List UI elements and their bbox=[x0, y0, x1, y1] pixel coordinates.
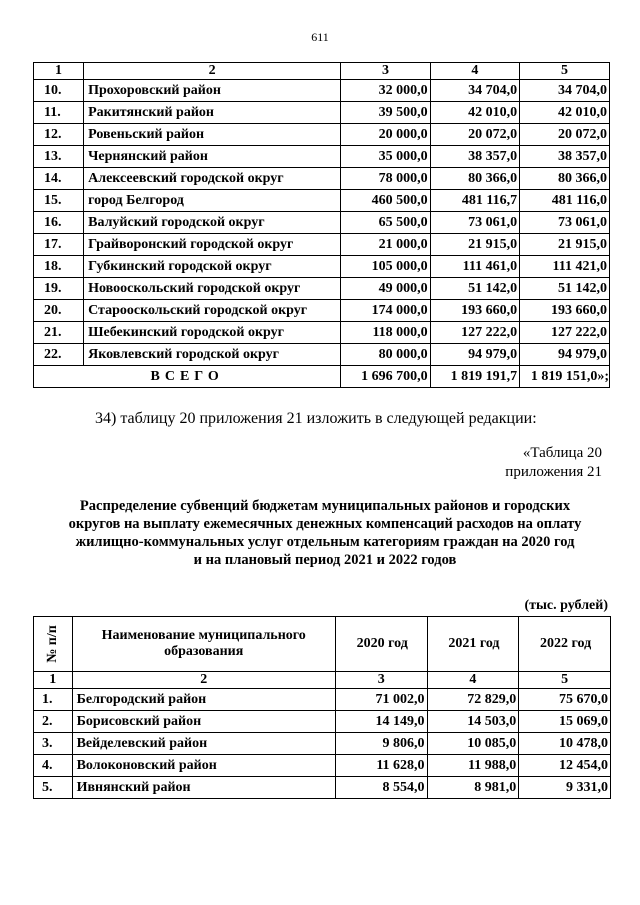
column-index-row bbox=[34, 672, 611, 689]
municipality-name: Чернянский район bbox=[84, 146, 341, 168]
value-cell: 127 222,0 bbox=[430, 322, 519, 344]
value-cell: 9 806,0 bbox=[335, 733, 427, 755]
municipality-name: Белгородский район bbox=[72, 689, 335, 711]
value-cell: 80 366,0 bbox=[520, 168, 610, 190]
value-cell: 10 478,0 bbox=[519, 733, 611, 755]
value-cell: 80 000,0 bbox=[341, 344, 430, 366]
header-name-line: образования bbox=[164, 644, 244, 659]
value-cell: 39 500,0 bbox=[341, 102, 430, 124]
table-row bbox=[34, 190, 610, 212]
municipality-name: Валуйский городской округ bbox=[84, 212, 341, 234]
column-index: 5 bbox=[519, 672, 611, 689]
page-number: 611 bbox=[311, 30, 329, 44]
table-row bbox=[34, 234, 610, 256]
header-name-line: Наименование муниципального bbox=[101, 628, 306, 643]
column-index: 4 bbox=[427, 672, 519, 689]
value-cell: 14 149,0 bbox=[335, 711, 427, 733]
table-row bbox=[34, 168, 610, 190]
value-cell: 94 979,0 bbox=[430, 344, 519, 366]
row-number: 16. bbox=[34, 212, 84, 234]
table-row bbox=[34, 146, 610, 168]
value-cell: 12 454,0 bbox=[519, 755, 611, 777]
value-cell: 80 366,0 bbox=[430, 168, 519, 190]
value-cell: 118 000,0 bbox=[341, 322, 430, 344]
row-number: 5. bbox=[34, 777, 73, 799]
header-year: 2020 год bbox=[335, 617, 427, 672]
value-cell: 21 000,0 bbox=[341, 234, 430, 256]
total-value: 1 819 151,0»; bbox=[520, 366, 610, 388]
title-line: Распределение субвенций бюджетам муниципальных районов и городских bbox=[79, 498, 571, 514]
value-cell: 111 421,0 bbox=[520, 256, 610, 278]
row-number: 18. bbox=[34, 256, 84, 278]
row-number: 20. bbox=[34, 300, 84, 322]
header-number bbox=[34, 617, 73, 672]
value-cell: 35 000,0 bbox=[341, 146, 430, 168]
value-cell: 20 000,0 bbox=[341, 124, 430, 146]
value-cell: 127 222,0 bbox=[520, 322, 610, 344]
value-cell: 42 010,0 bbox=[430, 102, 519, 124]
column-index: 4 bbox=[430, 63, 519, 80]
value-cell: 8 554,0 bbox=[335, 777, 427, 799]
table-row bbox=[34, 711, 611, 733]
value-cell: 21 915,0 bbox=[430, 234, 519, 256]
subsidy-table-2020 bbox=[33, 616, 611, 799]
value-cell: 481 116,7 bbox=[430, 190, 519, 212]
title-line: округов на выплату ежемесячных денежных компенсаций расходов на оплату bbox=[68, 516, 582, 532]
column-index: 2 bbox=[84, 63, 341, 80]
municipality-name: Яковлевский городской округ bbox=[84, 344, 341, 366]
value-cell: 75 670,0 bbox=[519, 689, 611, 711]
table-row bbox=[34, 80, 610, 102]
table-header-row bbox=[34, 63, 610, 80]
value-cell: 42 010,0 bbox=[520, 102, 610, 124]
units-label: (тыс. рублей) bbox=[524, 598, 608, 613]
column-index: 3 bbox=[341, 63, 430, 80]
value-cell: 78 000,0 bbox=[341, 168, 430, 190]
amendment-paragraph: 34) таблицу 20 приложения 21 изложить в следующей редакции: bbox=[95, 410, 537, 427]
header-year: 2021 год bbox=[427, 617, 519, 672]
table-row bbox=[34, 212, 610, 234]
value-cell: 193 660,0 bbox=[430, 300, 519, 322]
header-year: 2022 год bbox=[519, 617, 611, 672]
row-number: 12. bbox=[34, 124, 84, 146]
row-number: 11. bbox=[34, 102, 84, 124]
row-number: 17. bbox=[34, 234, 84, 256]
value-cell: 460 500,0 bbox=[341, 190, 430, 212]
column-index: 5 bbox=[520, 63, 610, 80]
table-row bbox=[34, 256, 610, 278]
table-row bbox=[34, 733, 611, 755]
value-cell: 8 981,0 bbox=[427, 777, 519, 799]
value-cell: 20 072,0 bbox=[520, 124, 610, 146]
total-label: ВСЕГО bbox=[34, 366, 341, 388]
subsidy-table-continuation bbox=[33, 62, 610, 388]
row-number: 13. bbox=[34, 146, 84, 168]
table-row bbox=[34, 102, 610, 124]
table-row bbox=[34, 689, 611, 711]
value-cell: 174 000,0 bbox=[341, 300, 430, 322]
table-row bbox=[34, 777, 611, 799]
table-row bbox=[34, 322, 610, 344]
municipality-name: Новооскольский городской округ bbox=[84, 278, 341, 300]
value-cell: 73 061,0 bbox=[430, 212, 519, 234]
row-number: 21. bbox=[34, 322, 84, 344]
table-caption-appendix: приложения 21 bbox=[505, 464, 602, 480]
municipality-name: Борисовский район bbox=[72, 711, 335, 733]
value-cell: 111 461,0 bbox=[430, 256, 519, 278]
row-number: 19. bbox=[34, 278, 84, 300]
value-cell: 14 503,0 bbox=[427, 711, 519, 733]
table-header-row bbox=[34, 617, 611, 672]
total-value: 1 696 700,0 bbox=[341, 366, 430, 388]
title-line: и на плановый период 2021 и 2022 годов bbox=[193, 552, 457, 568]
row-number: 15. bbox=[34, 190, 84, 212]
value-cell: 34 704,0 bbox=[430, 80, 519, 102]
table-row bbox=[34, 278, 610, 300]
value-cell: 11 628,0 bbox=[335, 755, 427, 777]
municipality-name: город Белгород bbox=[84, 190, 341, 212]
municipality-name: Прохоровский район bbox=[84, 80, 341, 102]
row-number: 10. bbox=[34, 80, 84, 102]
row-number: 4. bbox=[34, 755, 73, 777]
column-index: 1 bbox=[34, 672, 73, 689]
row-number: 3. bbox=[34, 733, 73, 755]
value-cell: 38 357,0 bbox=[520, 146, 610, 168]
header-number-label: № п/п bbox=[44, 625, 60, 663]
row-number: 14. bbox=[34, 168, 84, 190]
municipality-name: Грайворонский городской округ bbox=[84, 234, 341, 256]
value-cell: 193 660,0 bbox=[520, 300, 610, 322]
value-cell: 11 988,0 bbox=[427, 755, 519, 777]
value-cell: 94 979,0 bbox=[520, 344, 610, 366]
value-cell: 105 000,0 bbox=[341, 256, 430, 278]
value-cell: 32 000,0 bbox=[341, 80, 430, 102]
table-row bbox=[34, 755, 611, 777]
value-cell: 34 704,0 bbox=[520, 80, 610, 102]
municipality-name: Ровеньский район bbox=[84, 124, 341, 146]
value-cell: 10 085,0 bbox=[427, 733, 519, 755]
value-cell: 38 357,0 bbox=[430, 146, 519, 168]
table-row bbox=[34, 300, 610, 322]
municipality-name: Алексеевский городской округ bbox=[84, 168, 341, 190]
value-cell: 71 002,0 bbox=[335, 689, 427, 711]
row-number: 22. bbox=[34, 344, 84, 366]
municipality-name: Вейделевский район bbox=[72, 733, 335, 755]
value-cell: 49 000,0 bbox=[341, 278, 430, 300]
municipality-name: Ивнянский район bbox=[72, 777, 335, 799]
header-name bbox=[72, 617, 335, 672]
row-number: 1. bbox=[34, 689, 73, 711]
table-row bbox=[34, 344, 610, 366]
value-cell: 21 915,0 bbox=[520, 234, 610, 256]
municipality-name: Губкинский городской округ bbox=[84, 256, 341, 278]
municipality-name: Волоконовский район bbox=[72, 755, 335, 777]
value-cell: 73 061,0 bbox=[520, 212, 610, 234]
value-cell: 51 142,0 bbox=[430, 278, 519, 300]
value-cell: 15 069,0 bbox=[519, 711, 611, 733]
value-cell: 72 829,0 bbox=[427, 689, 519, 711]
value-cell: 20 072,0 bbox=[430, 124, 519, 146]
value-cell: 481 116,0 bbox=[520, 190, 610, 212]
total-value: 1 819 191,7 bbox=[430, 366, 519, 388]
title-line: жилищно-коммунальных услуг отдельным категориям граждан на 2020 год bbox=[75, 534, 575, 550]
municipality-name: Ракитянский район bbox=[84, 102, 341, 124]
column-index: 1 bbox=[34, 63, 84, 80]
value-cell: 9 331,0 bbox=[519, 777, 611, 799]
table-row bbox=[34, 124, 610, 146]
value-cell: 51 142,0 bbox=[520, 278, 610, 300]
municipality-name: Старооскольский городской округ bbox=[84, 300, 341, 322]
value-cell: 65 500,0 bbox=[341, 212, 430, 234]
table-title bbox=[40, 497, 610, 569]
row-number: 2. bbox=[34, 711, 73, 733]
total-row bbox=[34, 366, 610, 388]
table-caption: «Таблица 20 bbox=[522, 445, 602, 461]
column-index: 2 bbox=[72, 672, 335, 689]
column-index: 3 bbox=[335, 672, 427, 689]
municipality-name: Шебекинский городской округ bbox=[84, 322, 341, 344]
